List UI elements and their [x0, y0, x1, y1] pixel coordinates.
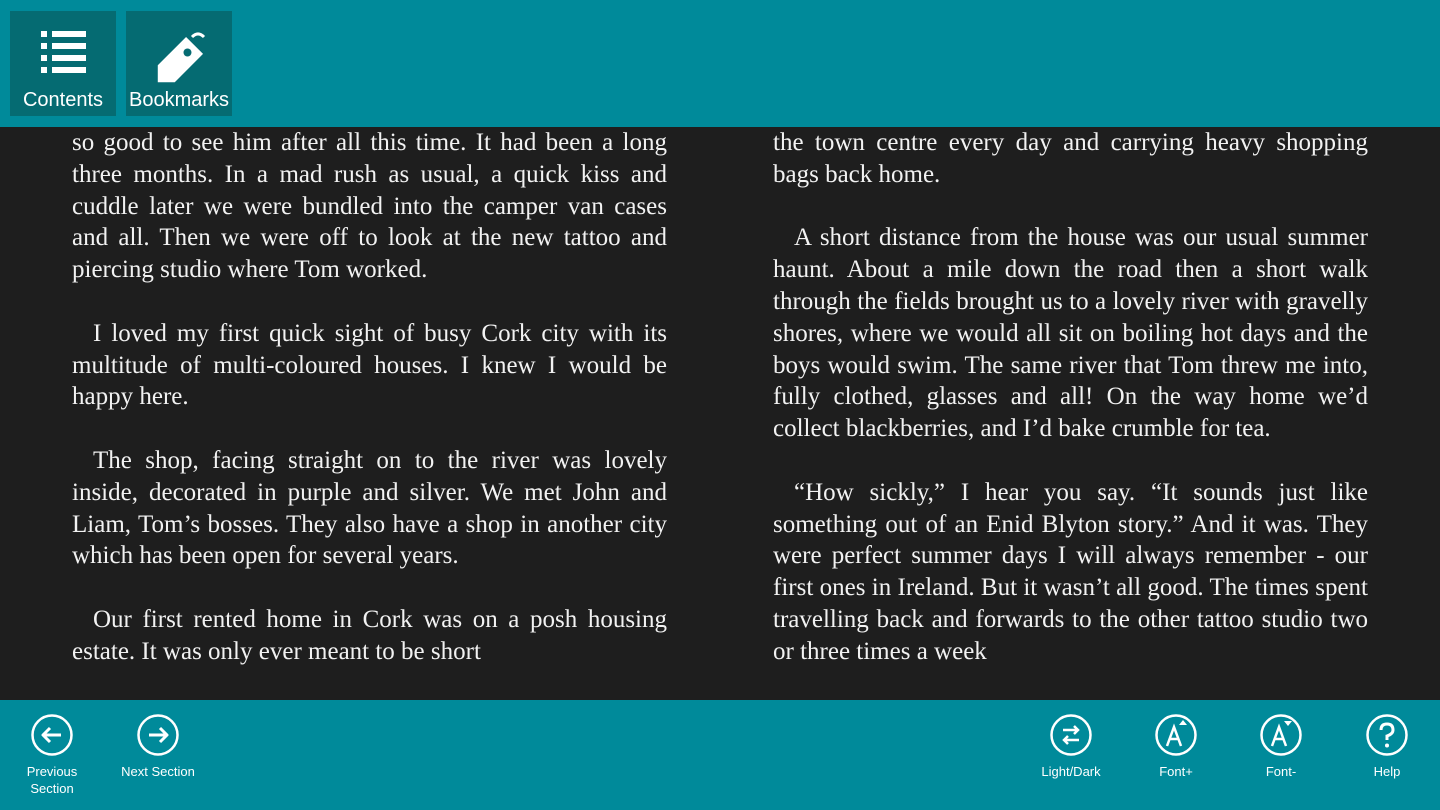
- right-column: [773, 127, 1368, 699]
- font-decrease-button[interactable]: [1229, 712, 1333, 802]
- next-section-label: Next Section: [121, 764, 195, 779]
- arrow-left-icon: [31, 714, 73, 756]
- paragraph: A short distance from the house was our usual summer haunt. About a mile down the road then a short walk through the fields brought us to a lovely river with gravelly shores, where we would all sit on boiling hot days and the boys would swim. The same river that Tom threw me into, fully clothed, glasses and all! On the way home we’d collect blackberries, and I’d bake crumble for tea.: [773, 224, 1368, 443]
- font-increase-label: Font+: [1159, 764, 1193, 779]
- light-dark-label: Light/Dark: [1041, 764, 1101, 779]
- paragraph: so good to see him after all this time. It had been a long three months. In a mad rush as usual, a quick kiss and cuddle later we were bundled into the camper van cases and all. Then we were off to look at the new tattoo and piercing studio where Tom worked.: [72, 129, 667, 284]
- font-decrease-label: Font-: [1265, 764, 1297, 779]
- paragraph: “How sickly,” I hear you say. “It sounds just like something out of an Enid Blyton story.” And it was. They were perfect summer days I will always remember - our first ones in Ireland. But it wasn’t all good. The times spent travelling back and forwards to the other tattoo studio two or three times a week: [773, 478, 1368, 665]
- help-label: Help: [1373, 764, 1401, 779]
- bookmarks-button[interactable]: [126, 11, 232, 116]
- font-increase-icon: [1155, 714, 1197, 756]
- light-dark-button[interactable]: [1019, 712, 1123, 802]
- font-decrease-icon: [1260, 714, 1302, 756]
- help-button[interactable]: [1335, 712, 1439, 802]
- paragraph: The shop, facing straight on to the river was lovely inside, decorated in purple and silver. We met John and Liam, Tom’s bosses. They also have a shop in another city which has been open for several years.: [72, 446, 667, 570]
- list-icon: [10, 27, 116, 87]
- paragraph: I loved my first quick sight of busy Cork city with its multitude of multi-coloured houses. I knew I would be happy here.: [72, 319, 667, 411]
- previous-section-label: Previous Section: [26, 764, 78, 796]
- contents-label: Contents: [22, 89, 104, 111]
- contents-button[interactable]: [10, 11, 116, 116]
- bottom-app-bar: [0, 700, 1440, 810]
- help-icon: [1366, 714, 1408, 756]
- paragraph: the town centre every day and carrying heavy shopping bags back home.: [773, 129, 1368, 188]
- paragraph: Our first rented home in Cork was on a posh housing estate. It was only ever meant to be short: [72, 605, 667, 665]
- font-increase-button[interactable]: [1124, 712, 1228, 802]
- previous-section-button[interactable]: [0, 712, 104, 802]
- swap-icon: [1050, 714, 1092, 756]
- reading-pane[interactable]: [0, 127, 1440, 700]
- arrow-right-icon: [137, 714, 179, 756]
- next-section-button[interactable]: [106, 712, 210, 802]
- bookmarks-label: Bookmarks: [128, 89, 230, 111]
- left-column: [72, 127, 667, 699]
- tag-icon: [126, 27, 232, 87]
- top-app-bar: [0, 0, 1440, 127]
